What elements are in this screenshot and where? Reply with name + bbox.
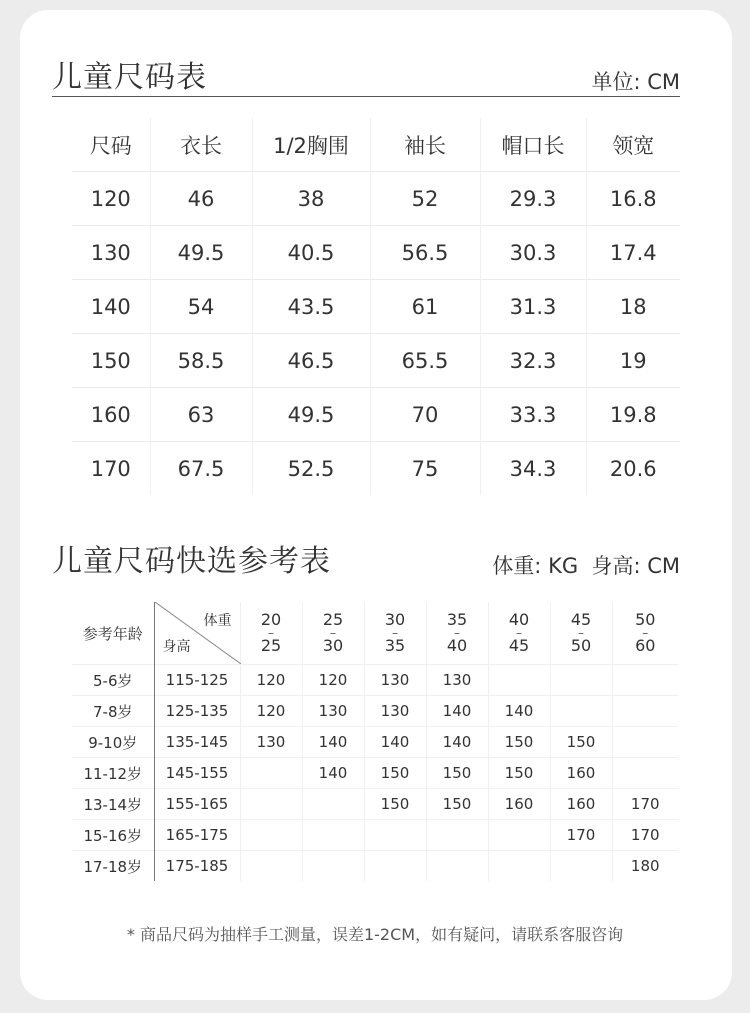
weight-range-dash: – — [454, 626, 460, 640]
size-table-cell: 65.5 — [370, 334, 480, 388]
recommended-size-cell — [612, 696, 678, 727]
recommended-size-cell: 150 — [550, 727, 612, 758]
weight-from: 45 — [570, 610, 592, 629]
size-table-unit: 单位: CM — [591, 70, 680, 94]
weight-range-dash: – — [516, 626, 522, 640]
quick-table-unit: 体重: KG 身高: CM — [492, 554, 680, 578]
quick-size-table — [72, 602, 678, 881]
recommended-size-cell: 140 — [302, 727, 364, 758]
weight-range-header — [550, 602, 612, 665]
size-table-cell: 19.8 — [586, 388, 680, 442]
weight-to: 60 — [635, 636, 656, 655]
size-table-cell: 70 — [370, 388, 480, 442]
weight-range-dash: – — [268, 626, 274, 640]
weight-label: 体重 — [203, 613, 232, 629]
recommended-size-cell: 160 — [550, 758, 612, 789]
size-table-cell: 17.4 — [586, 226, 680, 280]
size-table-cell: 150 — [72, 334, 150, 388]
recommended-size-cell — [240, 851, 302, 882]
recommended-size-cell: 130 — [302, 696, 364, 727]
recommended-size-cell: 140 — [488, 696, 550, 727]
quick-table-row — [72, 665, 678, 696]
size-table-cell: 30.3 — [480, 226, 586, 280]
size-table-cell: 170 — [72, 442, 150, 496]
weight-height-corner — [154, 602, 240, 665]
recommended-size-cell — [302, 789, 364, 820]
age-cell: 5-6岁 — [72, 665, 154, 696]
recommended-size-cell: 130 — [364, 696, 426, 727]
size-table-cell: 130 — [72, 226, 150, 280]
weight-range-header — [240, 602, 302, 665]
recommended-size-cell: 170 — [612, 820, 678, 851]
size-table-cell: 43.5 — [252, 280, 370, 334]
weight-range-header — [426, 602, 488, 665]
quick-table-row — [72, 696, 678, 727]
weight-to: 40 — [446, 636, 468, 655]
size-table-cell: 29.3 — [480, 172, 586, 226]
recommended-size-cell: 140 — [426, 727, 488, 758]
quick-table-row — [72, 758, 678, 789]
recommended-size-cell — [488, 851, 550, 882]
recommended-size-cell — [364, 851, 426, 882]
recommended-size-cell — [302, 820, 364, 851]
recommended-size-cell — [240, 820, 302, 851]
quick-table-row — [72, 851, 678, 882]
recommended-size-cell — [488, 665, 550, 696]
recommended-size-cell — [426, 851, 488, 882]
weight-to: 50 — [570, 636, 592, 655]
size-table-title: 儿童尺码表 — [52, 60, 207, 95]
size-table-cell: 54 — [150, 280, 252, 334]
quick-table-header — [52, 540, 680, 580]
weight-from: 40 — [508, 610, 530, 629]
size-table-cell: 31.3 — [480, 280, 586, 334]
size-table — [72, 118, 680, 495]
weight-range-header — [302, 602, 364, 665]
length-col-header: 衣长 — [150, 118, 252, 172]
quick-table-header-row — [72, 602, 678, 665]
recommended-size-cell: 150 — [488, 727, 550, 758]
size-table-cell: 20.6 — [586, 442, 680, 496]
weight-range-dash: – — [330, 626, 336, 640]
size-table-cell: 56.5 — [370, 226, 480, 280]
recommended-size-cell: 140 — [302, 758, 364, 789]
height-range-cell: 155-165 — [154, 789, 240, 820]
quick-table-row — [72, 789, 678, 820]
quick-table-row — [72, 820, 678, 851]
recommended-size-cell — [612, 665, 678, 696]
recommended-size-cell — [612, 727, 678, 758]
weight-range-header — [488, 602, 550, 665]
recommended-size-cell: 140 — [364, 727, 426, 758]
size-table-cell: 18 — [586, 280, 680, 334]
size-table-cell: 40.5 — [252, 226, 370, 280]
size-table-row — [72, 172, 680, 226]
age-cell: 9-10岁 — [72, 727, 154, 758]
recommended-size-cell: 170 — [612, 789, 678, 820]
size-table-cell: 49.5 — [150, 226, 252, 280]
size-table-cell: 120 — [72, 172, 150, 226]
size-col-header: 尺码 — [89, 133, 132, 158]
footnote: * 商品尺码为抽样手工测量，误差1-2CM，如有疑问，请联系客服咨询 — [126, 925, 624, 944]
weight-to: 30 — [322, 636, 344, 655]
height-range-cell: 165-175 — [154, 820, 240, 851]
recommended-size-cell: 160 — [488, 789, 550, 820]
size-table-cell: 63 — [150, 388, 252, 442]
weight-range-dash: – — [642, 626, 649, 640]
half-chest-col-header: 1/2胸围 — [252, 118, 370, 172]
size-table-cell: 75 — [370, 442, 480, 496]
recommended-size-cell: 130 — [426, 665, 488, 696]
recommended-size-cell: 150 — [488, 758, 550, 789]
size-table-row — [72, 388, 680, 442]
recommended-size-cell: 120 — [240, 665, 302, 696]
age-cell: 7-8岁 — [72, 696, 154, 727]
size-table-cell: 19 — [586, 334, 680, 388]
weight-from: 35 — [446, 610, 468, 629]
size-table-cell: 52.5 — [252, 442, 370, 496]
recommended-size-cell — [550, 665, 612, 696]
recommended-size-cell: 150 — [426, 758, 488, 789]
recommended-size-cell: 120 — [302, 665, 364, 696]
size-table-header-row — [72, 118, 680, 172]
size-table-cell: 58.5 — [150, 334, 252, 388]
height-range-cell: 125-135 — [154, 696, 240, 727]
weight-to: 35 — [384, 636, 406, 655]
recommended-size-cell — [550, 851, 612, 882]
recommended-size-cell — [426, 820, 488, 851]
recommended-size-cell: 120 — [240, 696, 302, 727]
size-table-cell: 52 — [370, 172, 480, 226]
size-table-cell: 140 — [72, 280, 150, 334]
recommended-size-cell — [240, 789, 302, 820]
weight-range-dash: – — [392, 626, 398, 640]
height-range-cell: 135-145 — [154, 727, 240, 758]
recommended-size-cell: 150 — [364, 758, 426, 789]
age-cell: 13-14岁 — [72, 789, 154, 820]
size-table-cell: 16.8 — [586, 172, 680, 226]
recommended-size-cell: 140 — [426, 696, 488, 727]
recommended-size-cell — [488, 820, 550, 851]
size-table-cell: 33.3 — [480, 388, 586, 442]
weight-from: 20 — [260, 610, 282, 629]
recommended-size-cell: 150 — [426, 789, 488, 820]
weight-from: 25 — [322, 610, 344, 629]
weight-to: 25 — [260, 636, 282, 655]
weight-range-header — [612, 602, 678, 665]
recommended-size-cell: 170 — [550, 820, 612, 851]
recommended-size-cell: 150 — [364, 789, 426, 820]
height-range-cell: 115-125 — [154, 665, 240, 696]
size-table-cell: 46.5 — [252, 334, 370, 388]
weight-to: 45 — [508, 636, 530, 655]
quick-table-title: 儿童尺码快选参考表 — [52, 544, 331, 579]
collar-col-header: 领宽 — [586, 118, 680, 172]
recommended-size-cell — [302, 851, 364, 882]
recommended-size-cell: 160 — [550, 789, 612, 820]
age-cell: 15-16岁 — [72, 820, 154, 851]
recommended-size-cell: 130 — [240, 727, 302, 758]
size-table-cell: 49.5 — [252, 388, 370, 442]
sleeve-col-header: 袖长 — [370, 118, 480, 172]
size-table-row — [72, 334, 680, 388]
size-table-row — [72, 280, 680, 334]
recommended-size-cell: 180 — [612, 851, 678, 882]
height-range-cell: 145-155 — [154, 758, 240, 789]
age-cell: 17-18岁 — [72, 851, 154, 882]
size-table-cell: 46 — [150, 172, 252, 226]
recommended-size-cell — [612, 758, 678, 789]
weight-from: 50 — [635, 610, 656, 629]
recommended-size-cell — [364, 820, 426, 851]
hood-col-header: 帽口长 — [480, 118, 586, 172]
size-table-row — [72, 442, 680, 496]
age-col-header: 参考年龄 — [72, 602, 154, 665]
weight-range-dash: – — [578, 626, 584, 640]
quick-table-row — [72, 727, 678, 758]
size-table-cell: 61 — [370, 280, 480, 334]
weight-from: 30 — [384, 610, 406, 629]
height-range-cell: 175-185 — [154, 851, 240, 882]
size-table-cell: 38 — [252, 172, 370, 226]
size-table-cell: 160 — [72, 388, 150, 442]
weight-range-header — [364, 602, 426, 665]
size-table-header — [52, 52, 680, 97]
height-label: 身高 — [162, 639, 191, 655]
size-table-cell: 67.5 — [150, 442, 252, 496]
size-table-cell: 32.3 — [480, 334, 586, 388]
size-table-cell: 34.3 — [480, 442, 586, 496]
recommended-size-cell — [550, 696, 612, 727]
recommended-size-cell — [240, 758, 302, 789]
recommended-size-cell: 130 — [364, 665, 426, 696]
age-cell: 11-12岁 — [72, 758, 154, 789]
size-table-row — [72, 226, 680, 280]
